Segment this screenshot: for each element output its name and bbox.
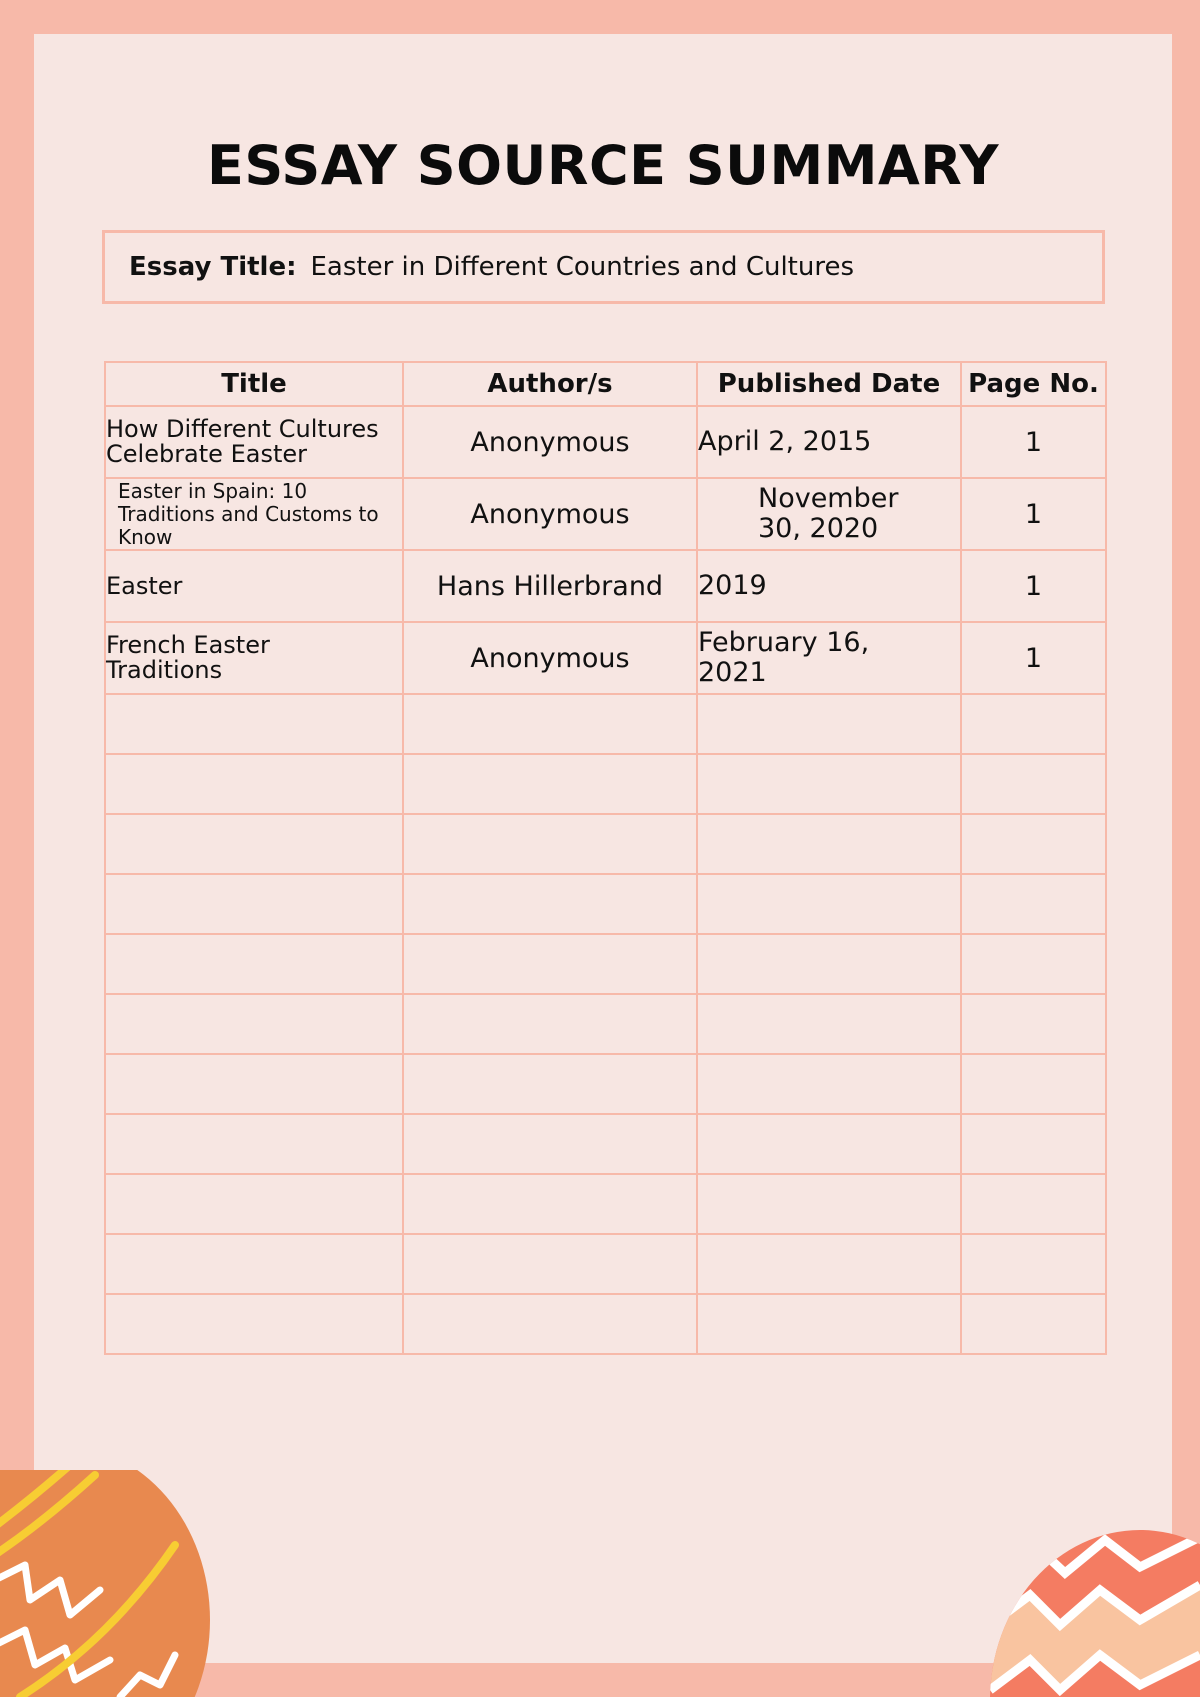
sources-table (104, 361, 1107, 1355)
source-page: 1 (961, 550, 1106, 622)
empty-cell (105, 994, 403, 1054)
source-author: Anonymous (403, 478, 697, 550)
empty-table-row (105, 994, 1106, 1054)
table-row (105, 478, 1106, 550)
empty-cell (697, 1294, 961, 1354)
page-title: ESSAY SOURCE SUMMARY (206, 134, 1000, 197)
empty-cell (961, 814, 1106, 874)
empty-cell (105, 754, 403, 814)
empty-cell (403, 694, 697, 754)
empty-table-row (105, 1294, 1106, 1354)
empty-table-row (105, 814, 1106, 874)
empty-cell (403, 934, 697, 994)
empty-cell (105, 1054, 403, 1114)
empty-cell (961, 874, 1106, 934)
empty-cell (403, 874, 697, 934)
header-authors: Author/s (403, 362, 697, 406)
source-title: How Different Cultures Celebrate Easter (105, 406, 403, 478)
empty-cell (105, 1114, 403, 1174)
empty-cell (105, 874, 403, 934)
source-title: Easter (105, 550, 403, 622)
header-title: Title (105, 362, 403, 406)
empty-cell (697, 694, 961, 754)
empty-cell (697, 934, 961, 994)
table-row (105, 406, 1106, 478)
empty-table-row (105, 1234, 1106, 1294)
source-title: Easter in Spain: 10 Traditions and Customs to Know (105, 478, 403, 550)
empty-cell (403, 1174, 697, 1234)
empty-cell (105, 814, 403, 874)
empty-cell (697, 994, 961, 1054)
empty-cell (697, 814, 961, 874)
easter-egg-right-icon (990, 1515, 1200, 1697)
source-author: Hans Hillerbrand (403, 550, 697, 622)
empty-cell (697, 874, 961, 934)
empty-cell (105, 934, 403, 994)
essay-title-label: Essay Title: (129, 252, 297, 282)
source-date: 2019 (697, 550, 961, 622)
empty-cell (961, 1054, 1106, 1114)
source-page: 1 (961, 622, 1106, 694)
empty-cell (403, 1114, 697, 1174)
empty-cell (697, 1174, 961, 1234)
table-row (105, 550, 1106, 622)
source-page: 1 (961, 406, 1106, 478)
header-page-no: Page No. (961, 362, 1106, 406)
empty-cell (105, 1174, 403, 1234)
empty-cell (105, 694, 403, 754)
empty-cell (961, 694, 1106, 754)
empty-cell (403, 814, 697, 874)
header-published-date: Published Date (697, 362, 961, 406)
empty-cell (403, 1054, 697, 1114)
empty-table-row (105, 754, 1106, 814)
empty-cell (697, 754, 961, 814)
empty-cell (961, 754, 1106, 814)
empty-cell (961, 1294, 1106, 1354)
document-page (34, 34, 1172, 1663)
empty-cell (403, 994, 697, 1054)
empty-cell (961, 1234, 1106, 1294)
source-date: November 30, 2020 (697, 478, 961, 550)
essay-title-box (102, 230, 1105, 304)
table-header-row (105, 362, 1106, 406)
table-row (105, 622, 1106, 694)
empty-cell (697, 1114, 961, 1174)
empty-cell (697, 1054, 961, 1114)
empty-table-row (105, 1054, 1106, 1114)
essay-title-value: Easter in Different Countries and Cultures (310, 252, 855, 282)
empty-cell (697, 1234, 961, 1294)
empty-cell (403, 1234, 697, 1294)
source-title: French Easter Traditions (105, 622, 403, 694)
source-date: February 16, 2021 (697, 622, 961, 694)
source-page: 1 (961, 478, 1106, 550)
empty-cell (961, 994, 1106, 1054)
empty-table-row (105, 934, 1106, 994)
empty-table-row (105, 874, 1106, 934)
empty-table-row (105, 1174, 1106, 1234)
easter-egg-left-icon (0, 1470, 215, 1697)
source-date: April 2, 2015 (697, 406, 961, 478)
empty-cell (403, 754, 697, 814)
empty-cell (105, 1234, 403, 1294)
empty-cell (105, 1294, 403, 1354)
empty-table-row (105, 694, 1106, 754)
empty-cell (961, 1174, 1106, 1234)
empty-cell (961, 1114, 1106, 1174)
empty-cell (403, 1294, 697, 1354)
source-author: Anonymous (403, 622, 697, 694)
empty-table-row (105, 1114, 1106, 1174)
source-author: Anonymous (403, 406, 697, 478)
empty-cell (961, 934, 1106, 994)
